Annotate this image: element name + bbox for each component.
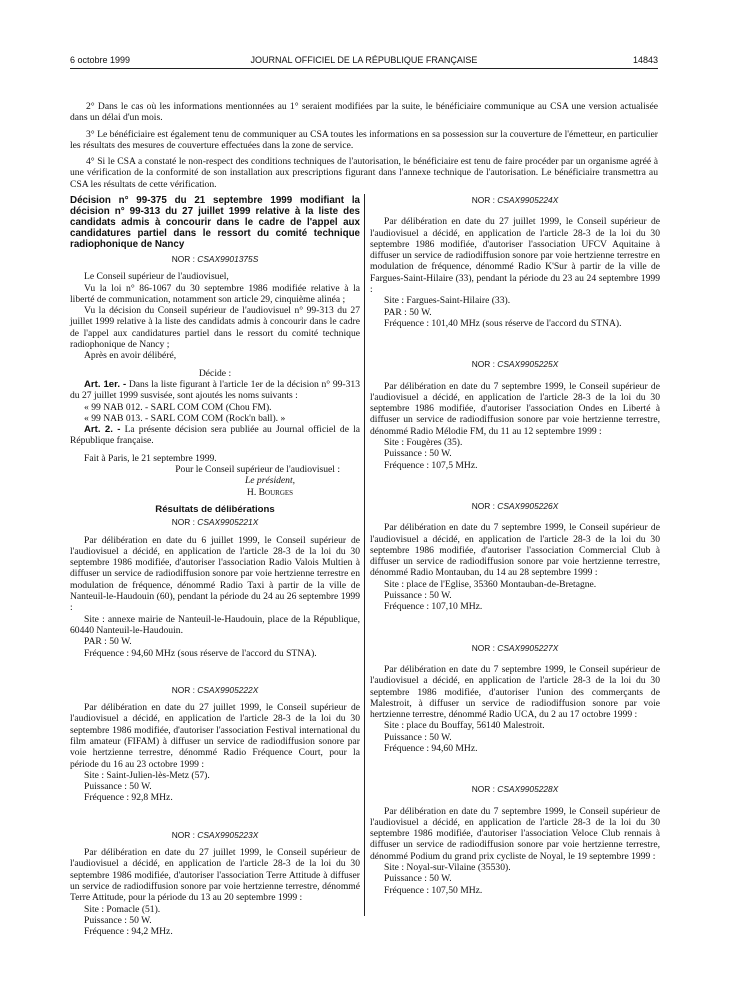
- intro-paragraph: 2° Dans le cas où les informations mentionnées au 1° seraient modifiées par la suite, le bénéficiaire communique au CSA une version actualisée dans un délai d'un mois.: [70, 101, 658, 124]
- power-line: Puissance : 50 W.: [384, 873, 452, 885]
- nor-reference: NOR : CSAX9905228X: [471, 784, 559, 795]
- intro-paragraph: 3° Le bénéficiaire est également tenu de communiquer au CSA toutes les informations en sa possession sur la couverture de l'émetteur, en particulier les résultats des mesures de couverture effectuées dans la zone de service.: [70, 128, 658, 151]
- frequency-line: Fréquence : 92,8 MHz.: [84, 792, 173, 804]
- nor-reference: NOR : CSAX9905224X: [471, 195, 559, 205]
- nor-code: CSAX9901375S: [197, 254, 259, 264]
- article-2-label: Art. 2. -: [84, 424, 121, 436]
- deliberation-text: Par délibération en date du 7 septembre 1999, le Conseil supérieur de l'audiovisuel a décidé, en application de l'article 28-3 de la loi du 30 septembre 1986 modifiée, d'autoriser l'association Veloce Club rennais à diffuser un service de radiodiffusion sonore par voie hertzienne terrestre, dénommé Podium du grand prix cycliste de Noyal, le 19 septembre 1999 :: [370, 805, 660, 862]
- frequency-line: Fréquence : 94,2 MHz.: [84, 926, 173, 938]
- results-title: Résultats de délibérations: [155, 503, 275, 515]
- intro-paragraph: 4° Si le CSA a constaté le non-respect des conditions techniques de l'autorisation, le bénéficiaire est tenu de faire procéder par un organisme agréé à une vérification de la conformité de son installation aux prescriptions figurant dans l'annexe technique de l'autorisation. Le bénéficiaire transmettra au CSA les résultats de cette vérification.: [70, 156, 658, 190]
- article-1-label: Art. 1er. -: [84, 378, 127, 390]
- power-line: Puissance : 50 W.: [384, 590, 452, 602]
- decision-paragraph: Vu la loi n° 86-1067 du 30 septembre 1986 modifiée relative à la liberté de communication, notamment son article 29, cinquième alinéa ;: [70, 282, 360, 305]
- frequency-line: Fréquence : 107,5 MHz.: [384, 459, 478, 471]
- decision-paragraph: Le Conseil supérieur de l'audiovisuel,: [84, 271, 229, 283]
- article-2-text: La présente décision sera publiée au Journal officiel de la République française.: [70, 424, 360, 447]
- deliberation-text: Par délibération en date du 7 septembre 1999, le Conseil supérieur de l'audiovisuel a décidé, en application de l'article 28-3 de la loi du 30 septembre 1986 modifiée, d'autoriser l'association Ondes en Liberté à diffuser un service de radiodiffusion sonore par voie hertzienne terrestre, dénommé Radio Mélodie FM, du 11 au 12 septembre 1999 :: [370, 380, 660, 437]
- header-page-number: 14843: [632, 55, 658, 65]
- nor-reference: NOR : CSAX9905226X: [471, 500, 559, 511]
- decision-paragraph: Après en avoir délibéré,: [84, 350, 177, 362]
- frequency-line: Fréquence : 107,10 MHz.: [384, 601, 483, 613]
- deliberation-text: Par délibération en date du 7 septembre 1999, le Conseil supérieur de l'audiovisuel a décidé, en application de l'article 28-3 de la loi du 30 septembre 1986 modifiée, d'autoriser l'union des commerçants de Malestroit, à diffuser un service de radiodiffusion sonore par voie hertzienne terrestre, dénommé Radio UCA, du 2 au 17 octobre 1999 :: [370, 663, 660, 721]
- frequency-line: Fréquence : 94,60 MHz (sous réserve de l'accord du STNA).: [84, 647, 317, 659]
- site-line: Site : annexe mairie de Nanteuil-le-Haudouin, place de la République, 60440 Nanteuil-le-Haudouin.: [70, 613, 360, 636]
- decide-label: Décide :: [198, 367, 232, 379]
- nor-code: CSAX9905226X: [497, 500, 559, 511]
- deliberation-text: Par délibération en date du 27 juillet 1999, le Conseil supérieur de l'audiovisuel a décidé, en application de l'article 28-3 de la loi du 30 septembre 1986 modifiée, d'autoriser l'association Festival international du film amateur (FIFAM) à diffuser un service de radiodiffusion sonore par voie hertzienne terrestre, dénommé Radio Fréquence Court, pour la période du 16 au 23 octobre 1999 :: [70, 702, 360, 770]
- header-date: 6 octobre 1999: [70, 55, 131, 65]
- nor-reference: NOR : CSAX9905227X: [471, 642, 559, 653]
- header-rule: [70, 68, 658, 69]
- article-2: [70, 424, 360, 447]
- article-1-text: Dans la liste figurant à l'article 1er de la décision n° 99-313 du 27 juillet 1999 susvisée, sont ajoutés les noms suivants :: [70, 378, 361, 402]
- site-line: Site : Noyal-sur-Vilaine (35530).: [384, 862, 511, 874]
- decision-paragraph: Vu la décision du Conseil supérieur de l'audiovisuel n° 99-313 du 27 juillet 1999 relative à la liste des candidats admis à concourir dans le cadre de l'appel aux candidatures partiel dans le ressort du comité technique radiophonique de Nancy ;: [70, 305, 360, 351]
- nor-reference: NOR : CSAX9905223X: [171, 829, 259, 840]
- frequency-line: Fréquence : 101,40 MHz (sous réserve de l'accord du STNA).: [384, 317, 622, 329]
- nor-code: CSAX9905224X: [497, 195, 559, 205]
- nor-reference: NOR : CSAX9905222X: [171, 684, 259, 695]
- power-line: Puissance : 50 W.: [84, 914, 152, 926]
- nor-code: CSAX9905222X: [197, 684, 259, 695]
- site-line: Site : place de l'Eglise, 35360 Montauban-de-Bretagne.: [384, 578, 597, 590]
- power-line: PAR : 50 W.: [384, 306, 432, 318]
- list-item: « 99 NAB 013. - SARL COM COM (Rock'n ball). »: [84, 412, 286, 424]
- right-column: [370, 195, 660, 896]
- fait-line: Fait à Paris, le 21 septembre 1999.: [84, 452, 217, 464]
- site-line: Site : Fougères (35).: [384, 437, 463, 449]
- nor-code: CSAX9905227X: [497, 642, 559, 653]
- site-line: Site : Pomacle (51).: [84, 903, 161, 915]
- site-line: Site : Saint-Julien-lès-Metz (57).: [84, 769, 210, 781]
- site-line: Site : place du Bouffay, 56140 Malestroit.: [384, 720, 545, 732]
- intro-block: [70, 101, 658, 195]
- signature-name: H. Bourges: [246, 486, 294, 498]
- nor-code: CSAX9905225X: [497, 359, 559, 370]
- nor-reference: NOR : CSAX9905221X: [171, 517, 259, 528]
- deliberation-text: Par délibération en date du 7 septembre 1999, le Conseil supérieur de l'audiovisuel a décidé, en application de l'article 28-3 de la loi du 30 septembre 1986 modifiée, d'autoriser l'association Commercial Club à diffuser un service de radiodiffusion sonore par voie hertzienne terrestre, dénommé Radio Montauban, du 14 au 28 septembre 1999 :: [370, 522, 660, 579]
- signature-role: Le président,: [244, 475, 296, 487]
- frequency-line: Fréquence : 107,50 MHz.: [384, 884, 483, 896]
- power-line: PAR : 50 W.: [84, 636, 132, 648]
- deliberation-text: Par délibération en date du 27 juillet 1999, le Conseil supérieur de l'audiovisuel a décidé, en application de l'article 28-3 de la loi du 30 septembre 1986 modifiée, d'autoriser l'association UFCV Aquitaine à diffuser un service de radiodiffusion sonore par voie hertzienne terrestre en modulation de fréquence, dénommé Radio K'Sur à partir de la ville de Fargues-Saint-Hilaire (33), pendant la période du 23 au 24 septembre 1999 :: [370, 216, 660, 296]
- site-line: Site : Fargues-Saint-Hilaire (33).: [384, 295, 511, 307]
- power-line: Puissance : 50 W.: [84, 781, 152, 793]
- signature-line: Pour le Conseil supérieur de l'audiovisuel :: [175, 464, 340, 476]
- article-1: [70, 379, 360, 402]
- column-divider: [364, 194, 365, 916]
- nor-reference: NOR : CSAX9905225X: [471, 359, 559, 370]
- power-line: Puissance : 50 W.: [384, 448, 452, 460]
- frequency-line: Fréquence : 94,60 MHz.: [384, 742, 478, 754]
- power-line: Puissance : 50 W.: [384, 731, 452, 743]
- left-column: [70, 195, 360, 937]
- nor-code: CSAX9905223X: [197, 829, 259, 840]
- nor-code: CSAX9905221X: [197, 517, 259, 528]
- nor-reference: [70, 254, 360, 265]
- nor-code: CSAX9905228X: [497, 784, 559, 795]
- list-item: « 99 NAB 012. - SARL COM COM (Chou FM).: [84, 401, 272, 413]
- nor-label: NOR :: [171, 254, 195, 264]
- page-header: [70, 55, 658, 67]
- deliberation-text: Par délibération en date du 27 juillet 1999, le Conseil supérieur de l'audiovisuel a décidé, en application de l'article 28-3 de la loi du 30 septembre 1986 modifiée, d'autoriser l'association Terre Attitude à diffuser un service de radiodiffusion sonore par voie hertzienne terrestre, dénommé Terre Attitude, pour la période du 13 au 20 septembre 1999 :: [70, 847, 360, 904]
- deliberation-text: Par délibération en date du 6 juillet 1999, le Conseil supérieur de l'audiovisuel a décidé, en application de l'article 28-3 de la loi du 30 septembre 1986 modifiée, d'autoriser l'association Radio Valois Multien à diffuser un service de radiodiffusion sonore par voie hertzienne terrestre en modulation de fréquence, dénommé Radio Taxi à partir de la ville de Nanteuil-le-Haudouin (60), pendant la période du 24 au 26 septembre 1999 :: [70, 534, 360, 614]
- decision-title: Décision n° 99-375 du 21 septembre 1999 modifiant la décision n° 99-313 du 27 juillet 1999 relative à la liste des candidats admis à concourir dans le cadre de l'appel aux candidatures partiel dans le ressort du comité technique radiophonique de Nancy: [70, 195, 360, 250]
- header-journal-title: JOURNAL OFFICIEL DE LA RÉPUBLIQUE FRANÇAISE: [250, 55, 478, 65]
